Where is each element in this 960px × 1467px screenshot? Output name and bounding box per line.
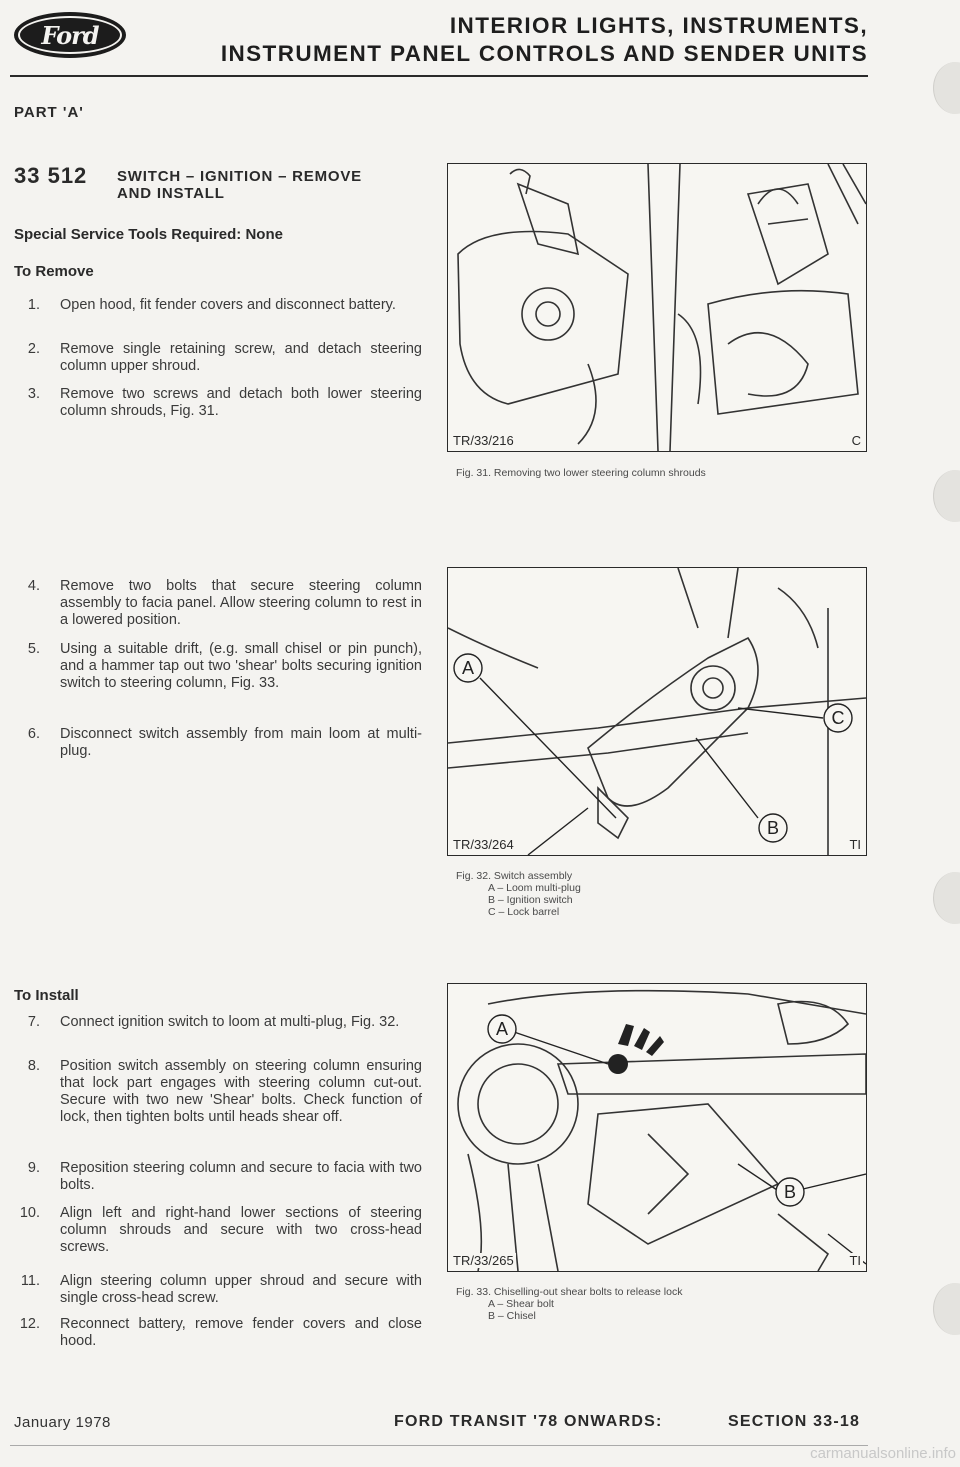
figure-33-illustration [447,983,867,1272]
figure-33-label-a: A [495,1019,509,1039]
figure-32-caption-block [456,870,581,918]
figure-33-key-b: B – Chisel [488,1310,536,1322]
figure-32-label-b: B [766,818,780,838]
figure-31-ref: TR/33/216 [453,433,514,448]
remove-step-4: 4. Remove two bolts that secure steering column assembly to facia panel. Allow steering column to rest in a lowered position. [27,578,422,628]
page-title-line2: INSTRUMENT PANEL CONTROLS AND SENDER UNITS [220,41,868,66]
section-title-line2: AND INSTALL [117,185,225,202]
binder-hole [933,872,960,924]
footer-divider [10,1445,868,1446]
install-step-7: 7. Connect ignition switch to loom at multi-plug, Fig. 32. [27,1014,400,1030]
remove-step-3: 3. Remove two screws and detach both lower steering column shrouds, Fig. 31. [27,386,422,419]
figure-32-corner-mark: TI [849,837,861,852]
remove-step-2: 2. Remove single retaining screw, and detach steering column upper shroud. [27,341,422,374]
install-step-8: 8. Position switch assembly on steering column ensuring that lock part engages with steering column cut-out. Secure with two new 'Shear' bolts. Check function of lock, then tighten bolts until heads shear off. [27,1058,422,1125]
page-title-line1: INTERIOR LIGHTS, INSTRUMENTS, [449,13,868,38]
figure-32-label-c: C [831,708,845,728]
figure-33-caption: Fig. 33. Chiselling-out shear bolts to release lock [456,1286,683,1298]
install-step-9: 9. Reposition steering column and secure to facia with two bolts. [27,1160,422,1193]
footer-title: FORD TRANSIT '78 ONWARDS: [394,1413,663,1430]
figure-32-key-b: B – Ignition switch [488,894,573,906]
remove-heading: To Remove [14,263,94,280]
figure-32-key-c: C – Lock barrel [488,906,560,918]
binder-hole [933,62,960,114]
figure-33-key-a: A – Shear bolt [488,1298,554,1310]
figure-32-key-a: A – Loom multi-plug [488,882,581,894]
section-title [117,168,417,202]
figure-31-corner-mark: C [851,433,861,448]
chiselling-shear-bolts-drawing [448,984,866,1271]
figure-32-illustration [447,567,867,856]
footer-date: January 1978 [14,1414,111,1431]
figure-33-label-b: B [783,1182,797,1202]
figure-32-ref: TR/33/264 [453,837,514,852]
section-number: 33 512 [14,163,88,188]
install-step-11: 11. Align steering column upper shroud and secure with single cross-head screw. [20,1273,422,1306]
figure-31-illustration [447,163,867,452]
part-label: PART 'A' [14,104,84,121]
remove-step-6: 6. Disconnect switch assembly from main loom at multi-plug. [27,726,422,759]
steering-column-shrouds-drawing [448,164,866,451]
figure-31-caption: Fig. 31. Removing two lower steering column shrouds [456,467,706,479]
figure-32-label-a: A [461,658,475,678]
figure-33-corner-mark: TI [849,1253,861,1268]
page-title [221,12,868,68]
header-divider [10,75,868,77]
install-heading: To Install [14,987,79,1004]
binder-hole [933,1283,960,1335]
switch-assembly-drawing [448,568,866,855]
figure-33-ref: TR/33/265 [453,1253,514,1268]
watermark: carmanualsonline.info [810,1445,956,1462]
ford-logo [14,12,126,58]
install-step-12: 12. Reconnect battery, remove fender covers and close hood. [19,1316,422,1349]
footer-section: SECTION 33-18 [728,1413,861,1430]
remove-step-5: 5. Using a suitable drift, (e.g. small chisel or pin punch), and a hammer tap out two 'shear' bolts securing ignition switch to steering column, Fig. 33. [27,641,422,691]
install-step-10: 10. Align left and right-hand lower sections of steering column shrouds and secure with two cross-head screws. [19,1205,422,1255]
section-title-line1: SWITCH – IGNITION – REMOVE [117,168,362,185]
remove-step-1: 1. Open hood, fit fender covers and disconnect battery. [27,297,396,313]
ford-logo-text: Ford [18,16,122,54]
figure-33-caption-block [456,1286,682,1322]
figure-32-caption: Fig. 32. Switch assembly [456,870,573,882]
special-tools-note: Special Service Tools Required: None [14,226,283,243]
binder-hole [933,470,960,522]
